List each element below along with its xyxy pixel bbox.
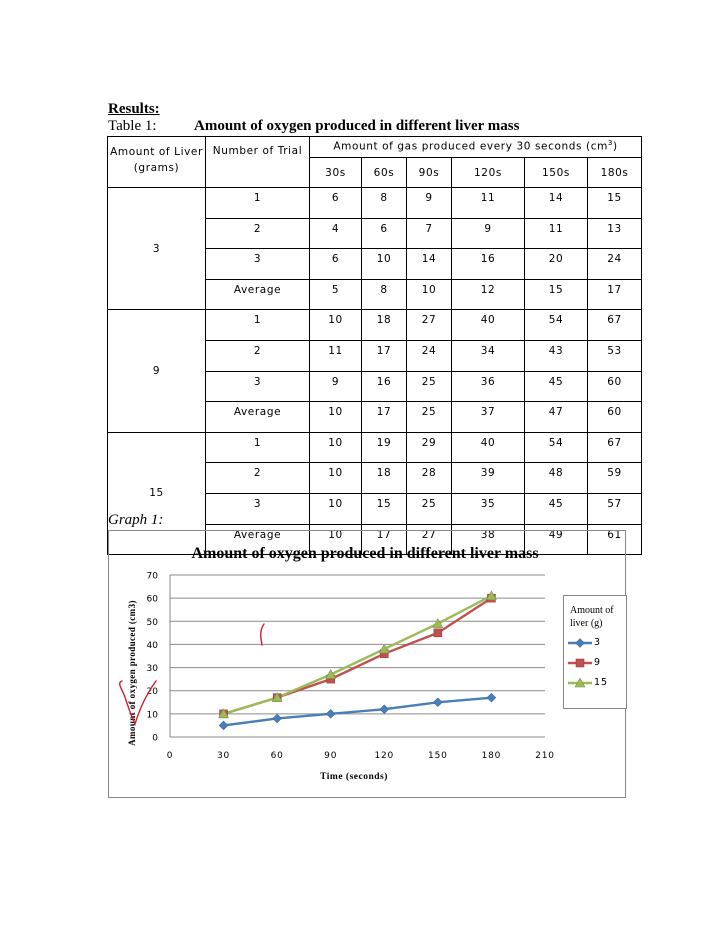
legend-swatch bbox=[568, 677, 592, 689]
value-cell: 60 bbox=[588, 371, 642, 402]
time-header: 180s bbox=[588, 158, 642, 188]
table-label: Table 1: bbox=[108, 118, 157, 134]
y-axis-label: Amount of oxygen produced (cm3) bbox=[127, 600, 137, 746]
x-tick-label: 0 bbox=[166, 751, 174, 761]
table-row bbox=[108, 188, 642, 219]
value-cell: 61 bbox=[588, 524, 642, 555]
legend-swatch bbox=[568, 637, 592, 649]
value-cell: 40 bbox=[452, 432, 525, 463]
value-cell: 9 bbox=[452, 218, 525, 249]
x-tick-label: 150 bbox=[428, 751, 448, 761]
value-cell: 17 bbox=[362, 402, 407, 433]
value-cell: 11 bbox=[452, 188, 525, 219]
trial-cell: 3 bbox=[206, 493, 310, 524]
value-cell: 59 bbox=[588, 463, 642, 494]
trial-cell: 2 bbox=[206, 463, 310, 494]
x-tick-label: 180 bbox=[481, 751, 502, 761]
value-cell: 27 bbox=[407, 310, 452, 341]
value-cell: 36 bbox=[452, 371, 525, 402]
trial-cell: Average bbox=[206, 402, 310, 433]
legend-item-9 bbox=[568, 657, 624, 669]
value-cell: 29 bbox=[407, 432, 452, 463]
value-cell: 37 bbox=[452, 402, 525, 433]
trial-cell: 1 bbox=[206, 432, 310, 463]
value-cell: 9 bbox=[407, 188, 452, 219]
value-cell: 34 bbox=[452, 340, 525, 371]
legend-item-15 bbox=[568, 677, 624, 689]
legend-marker bbox=[576, 639, 585, 648]
value-cell: 16 bbox=[452, 249, 525, 280]
y-tick-label: 10 bbox=[146, 710, 158, 721]
data-point-3 bbox=[433, 698, 442, 707]
value-cell: 13 bbox=[588, 218, 642, 249]
value-cell: 16 bbox=[362, 371, 407, 402]
results-table bbox=[107, 136, 642, 555]
value-cell: 49 bbox=[525, 524, 588, 555]
data-point-9 bbox=[434, 629, 442, 637]
value-cell: 18 bbox=[362, 310, 407, 341]
value-cell: 54 bbox=[525, 432, 588, 463]
header-liver-amount: Amount of Liver (grams) bbox=[108, 137, 206, 188]
value-cell: 4 bbox=[310, 218, 362, 249]
value-cell: 45 bbox=[525, 371, 588, 402]
time-header: 120s bbox=[452, 158, 525, 188]
trial-cell: Average bbox=[206, 524, 310, 555]
value-cell: 19 bbox=[362, 432, 407, 463]
value-cell: 67 bbox=[588, 432, 642, 463]
chart-legend bbox=[563, 595, 627, 709]
y-tick-label: 20 bbox=[146, 687, 158, 698]
value-cell: 14 bbox=[407, 249, 452, 280]
value-cell: 10 bbox=[310, 463, 362, 494]
header-gas-text: Amount of gas produced every 30 seconds (cm bbox=[333, 140, 608, 153]
value-cell: 24 bbox=[588, 249, 642, 280]
header-gas-end: ) bbox=[612, 140, 618, 153]
y-tick-label: 30 bbox=[146, 664, 158, 675]
value-cell: 14 bbox=[525, 188, 588, 219]
chart-title: Amount of oxygen produced in different liver mass bbox=[191, 545, 539, 562]
data-point-3 bbox=[219, 721, 228, 730]
value-cell: 10 bbox=[310, 432, 362, 463]
value-cell: 10 bbox=[310, 402, 362, 433]
value-cell: 27 bbox=[407, 524, 452, 555]
data-point-3 bbox=[380, 705, 389, 714]
value-cell: 20 bbox=[525, 249, 588, 280]
header-trial-number: Number of Trial bbox=[206, 137, 310, 188]
value-cell: 24 bbox=[407, 340, 452, 371]
value-cell: 40 bbox=[452, 310, 525, 341]
liver-amount-cell: 9 bbox=[108, 310, 206, 432]
graph-label: Graph 1: bbox=[108, 512, 164, 528]
value-cell: 25 bbox=[407, 402, 452, 433]
series-line-15 bbox=[224, 596, 492, 714]
value-cell: 35 bbox=[452, 493, 525, 524]
table-row bbox=[108, 310, 642, 341]
value-cell: 53 bbox=[588, 340, 642, 371]
value-cell: 10 bbox=[310, 310, 362, 341]
table-caption bbox=[108, 118, 519, 135]
table-title: Amount of oxygen produced in different liver mass bbox=[194, 118, 520, 134]
liver-amount-cell: 15 bbox=[108, 432, 206, 554]
x-tick-label: 120 bbox=[374, 751, 395, 761]
legend-marker bbox=[576, 659, 584, 667]
value-cell: 43 bbox=[525, 340, 588, 371]
x-tick-label: 90 bbox=[324, 751, 338, 761]
value-cell: 15 bbox=[362, 493, 407, 524]
chart-svg bbox=[109, 531, 625, 797]
value-cell: 38 bbox=[452, 524, 525, 555]
data-point-3 bbox=[273, 714, 282, 723]
data-point-3 bbox=[487, 693, 496, 702]
value-cell: 15 bbox=[525, 279, 588, 310]
legend-label: 3 bbox=[594, 637, 602, 648]
value-cell: 25 bbox=[407, 371, 452, 402]
trial-cell: 1 bbox=[206, 188, 310, 219]
legend-swatch bbox=[568, 657, 592, 669]
value-cell: 25 bbox=[407, 493, 452, 524]
liver-amount-cell: 3 bbox=[108, 188, 206, 310]
x-tick-label: 30 bbox=[217, 751, 231, 761]
y-tick-label: 50 bbox=[146, 617, 158, 628]
value-cell: 54 bbox=[525, 310, 588, 341]
value-cell: 15 bbox=[588, 188, 642, 219]
legend-item-3 bbox=[568, 637, 624, 649]
value-cell: 11 bbox=[525, 218, 588, 249]
value-cell: 28 bbox=[407, 463, 452, 494]
time-header: 60s bbox=[362, 158, 407, 188]
value-cell: 45 bbox=[525, 493, 588, 524]
value-cell: 10 bbox=[310, 493, 362, 524]
trial-cell: 2 bbox=[206, 340, 310, 371]
value-cell: 12 bbox=[452, 279, 525, 310]
trial-cell: 2 bbox=[206, 218, 310, 249]
y-tick-label: 40 bbox=[146, 640, 158, 651]
chart bbox=[108, 530, 626, 798]
value-cell: 9 bbox=[310, 371, 362, 402]
value-cell: 10 bbox=[362, 249, 407, 280]
value-cell: 6 bbox=[362, 218, 407, 249]
data-point-3 bbox=[326, 709, 335, 718]
value-cell: 10 bbox=[407, 279, 452, 310]
value-cell: 57 bbox=[588, 493, 642, 524]
header-gas-sup: 3 bbox=[607, 139, 613, 147]
trial-cell: 3 bbox=[206, 371, 310, 402]
legend-label: 9 bbox=[594, 657, 602, 668]
value-cell: 8 bbox=[362, 188, 407, 219]
y-tick-label: 70 bbox=[146, 571, 158, 582]
table-row bbox=[108, 432, 642, 463]
value-cell: 17 bbox=[362, 340, 407, 371]
value-cell: 39 bbox=[452, 463, 525, 494]
time-header: 150s bbox=[525, 158, 588, 188]
value-cell: 17 bbox=[588, 279, 642, 310]
value-cell: 7 bbox=[407, 218, 452, 249]
trial-cell: Average bbox=[206, 279, 310, 310]
value-cell: 67 bbox=[588, 310, 642, 341]
results-heading: Results: bbox=[108, 101, 160, 117]
value-cell: 6 bbox=[310, 188, 362, 219]
value-cell: 8 bbox=[362, 279, 407, 310]
value-cell: 48 bbox=[525, 463, 588, 494]
value-cell: 47 bbox=[525, 402, 588, 433]
value-cell: 60 bbox=[588, 402, 642, 433]
time-header: 30s bbox=[310, 158, 362, 188]
table-header-row bbox=[108, 137, 642, 158]
pen-stroke-annotation bbox=[261, 624, 264, 645]
y-tick-label: 0 bbox=[152, 733, 158, 744]
value-cell: 11 bbox=[310, 340, 362, 371]
legend-title: Amount of liver (g) bbox=[570, 605, 614, 629]
trial-cell: 1 bbox=[206, 310, 310, 341]
x-axis-label: Time (seconds) bbox=[320, 772, 388, 782]
legend-label: 15 bbox=[594, 677, 609, 688]
value-cell: 5 bbox=[310, 279, 362, 310]
x-tick-label: 210 bbox=[535, 751, 555, 761]
y-tick-label: 60 bbox=[146, 594, 158, 605]
value-cell: 6 bbox=[310, 249, 362, 280]
header-gas-amount bbox=[310, 137, 642, 158]
value-cell: 17 bbox=[362, 524, 407, 555]
time-header: 90s bbox=[407, 158, 452, 188]
trial-cell: 3 bbox=[206, 249, 310, 280]
x-tick-label: 60 bbox=[270, 751, 284, 761]
value-cell: 18 bbox=[362, 463, 407, 494]
value-cell: 10 bbox=[310, 524, 362, 555]
